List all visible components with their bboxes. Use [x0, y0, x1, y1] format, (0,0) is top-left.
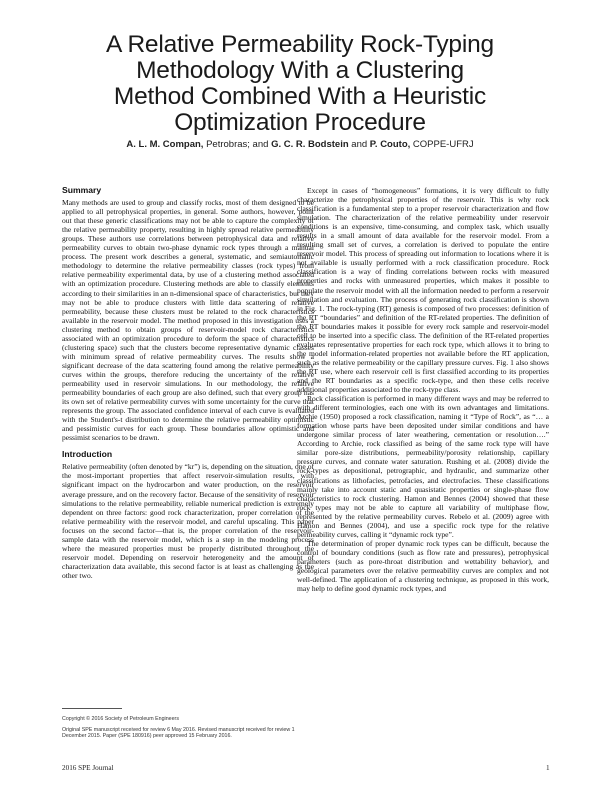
- left-column: [62, 186, 314, 580]
- page-number: 1: [546, 764, 550, 772]
- author-name: A. L. M. Compan,: [126, 139, 204, 150]
- summary-heading: Summary: [62, 185, 102, 195]
- body-paragraph: Rock classification is performed in many different ways and may be referred to with different terminologies, each one with its own advantages and limitations. Archie (1950) proposed a rock classification, naming it “Type of Rock”, as “… a formation whose parts have been deposited under similar conditions and have undergone similar process of later weathering, cementation or resolution….” According to Archie, rock classified as being of the same rock type will have similar pore-size distributions, permeability/porosity relationship, capillary pressure curves, and connate water saturation. Rushing et al. (2008) divide the rock-types as depositional, petrographic, and hydraulic, and summarize other classifications as lithofacies, petrofacies, and electrofacies. These classifications mainly take into account static and quasistatic properties or single-phase flow characteristics to rock clustering. Hamon and Bennes (2004) showed that these rock types may not be able to capture all variability of multiphase flow, represented by the relative permeability curves. Rebelo et al. (2009) agree with Hamon and Bennes (2004), and use a specific rock type for the relative permeability curves, calling it “dynamic rock type”.: [297, 394, 549, 539]
- footnote-divider: [62, 708, 122, 709]
- title-line: Optimization Procedure: [174, 109, 426, 136]
- journal-footer: 2016 SPE Journal: [62, 764, 114, 772]
- author-name: P. Couto,: [369, 139, 411, 150]
- title-line: A Relative Permeability Rock-Typing: [106, 31, 494, 58]
- copyright-line: Copyright © 2016 Society of Petroleum Engineers: [62, 716, 179, 722]
- body-paragraph: The determination of proper dynamic rock types can be difficult, because the control of boundary conditions (such as flow rate and pressures), petrophysical parameters (such as pore-throat distribution and wettability behavior), and geological parameters over the relative permeability curves are complex and not well-defined. The application of a clustering technique, as proposed in this work, may help to define good dynamic rock types, and: [297, 538, 549, 594]
- author-line: [40, 139, 560, 150]
- paper-title: [40, 32, 560, 136]
- footnote: [62, 716, 314, 740]
- author-name: G. C. R. Bodstein: [271, 139, 349, 150]
- body-paragraph: Except in cases of “homogeneous” formations, it is very difficult to fully characterize the petrophysical properties of the reservoir. This is why rock classification is a fundamental step to a proper reservoir characterization and flow simulation. The characterization of the relative permeability under reservoir conditions is an expensive, time-consuming, and complex task, which usually results in a small amount of data available for the reservoir model. From a resulting small set of curves, a correlation is derived to populate the entire reservoir model. This process of spreading out information to locations where it is not available is usually performed with a rock classification procedure. Rock classification is a way of finding correlations between rocks with measured properties and rocks with unmeasured properties, which makes it possible to populate the reservoir model with all the information needed to perform a reservoir simulation and evaluation. The process of generating rock classification is shown in Fig. 1. The rock-typing (RT) genesis is composed of two processes: definition of the RT “boundaries” and definition of the RT-related properties. The definition of the RT boundaries makes it possible for every rock sample and reservoir-model cell to be inserted into a specific class. The definition of the RT-related properties evaluates representative properties for each rock type, which allows it to bring to the model information-related properties not available before the RT application, such as the relative permeability or the capillary pressure curves. Fig. 1 also shows the RT use, where each reservoir cell is first classified according to its properties and the RT boundaries as a specific rock-type, and then these cells receive additional properties associated to the rock-type class.: [297, 186, 549, 395]
- title-line: Methodology With a Clustering: [136, 57, 464, 84]
- right-column: [297, 186, 549, 593]
- title-line: Method Combined With a Heuristic: [113, 83, 487, 110]
- introduction-paragraph: Relative permeability (often denoted by “kr”) is, depending on the situation, one of the most-important properties that affect reservoir-simulation results, with significant impact on the hydrocarbon and water production, on the reservoir average pressure, and on the recovery factor. Because of the sensitivity of reservoir simulations to the relative permeability, reliable numerical prediction is extremely dependent on three factors: good rock characterization, proper correlation of the relative permeability with the reservoir model, and careful upscaling. This paper focuses on the second factor—that is, the proper correlation of the reservoir-sample data with the reservoir model, which is a step in the modeling process where the measured properties must be properly distributed throughout the reservoir model. Depending on reservoir heterogeneity and the amount of characterization data available, this second factor is at least as challenging as the other two.: [62, 462, 314, 580]
- manuscript-history: Original SPE manuscript received for review 6 May 2016. Revised manuscript received for review 1 December 2015. Paper (SPE 180916) peer approved 15 February 2016.: [62, 726, 295, 740]
- author-affiliation: Petrobras; and: [203, 139, 272, 150]
- author-affiliation: COPPE-UFRJ: [410, 139, 474, 150]
- summary-paragraph: Many methods are used to group and classify rocks, most of them designed to be applied to all petrophysical properties, in general. Some authors, however, point out that these generic classifications may not be able to capture the complexity of the relative permeability property, resulting in highly spread relative permeability groups. These authors use correlations between petrophysical data and relative permeability curves to obtain two-phase dynamic rock types through a manual process. The present work describes a general, systematic, and semiautomatic methodology to determine the relative permeability classes (rock types) from relative permeability experimental data, by use of a clustering method associated with an optimization procedure. Clustering methods are able to classify elements according to their similarities in an n-dimensional space of characteristics, but they may not be able to produce clusters with little data scattering of relative permeability, because these clusters must be related to the rock characteristics available in the reservoir model. The method proposed in this investigation uses a clustering method to obtain groups of reservoir-model rock characteristics associated with an optimization procedure to deform the space of characteristics (clustering space) such that the clusters become representative dynamic classes with minimum spread of relative permeability curves. The results show a significant decrease of the data scattering found among the relative permeability curves within the groups, therefore reducing the uncertainty of the relative permeability used in reservoir simulations. In our methodology, the relative permeability boundaries of each group are also defined, such that every group has its own set of relative permeability curves with some uncertainty for the curve that represents the group. The associated confidence interval of each curve is evaluated with the Student's-t distribution to determine the relative permeability optimistic and pessimistic curves for each group. These boundaries allow optimistic and pessimist scenarios to be drawn.: [62, 198, 314, 443]
- author-separator: and: [348, 139, 370, 150]
- introduction-heading: Introduction: [62, 449, 113, 460]
